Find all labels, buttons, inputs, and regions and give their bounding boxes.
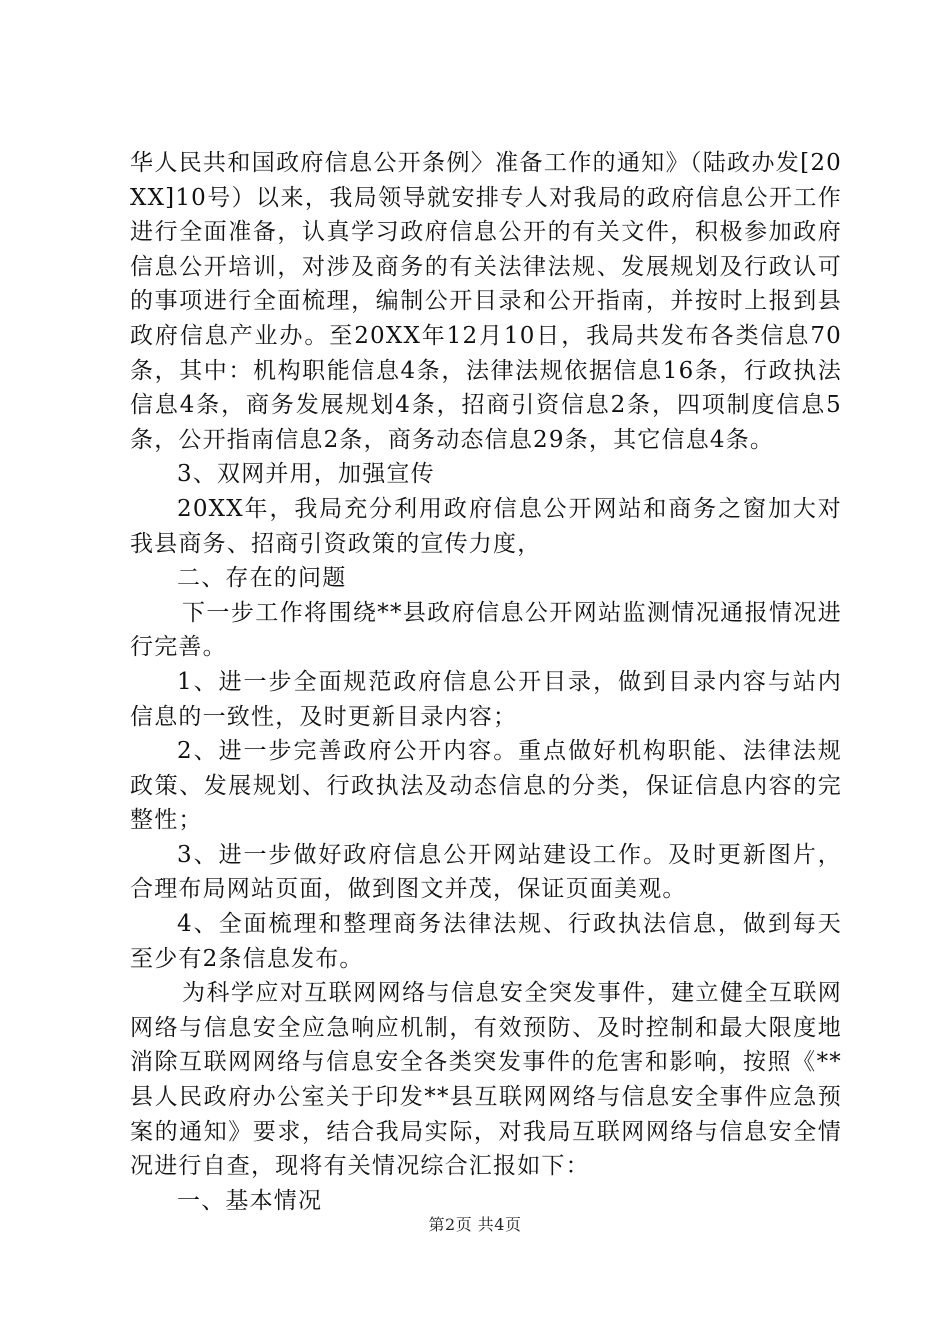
list-item-3: 3、进一步做好政府信息公开网站建设工作。及时更新图片，合理布局网站页面，做到图文并茂，保证页面美观。 [130,841,842,903]
list-item-2: 2、进一步完善政府公开内容。重点做好机构职能、法律法规政策、发展规划、行政执法及动态信息的分类，保证信息内容的完整性； [130,738,842,834]
section-heading-basic-situation: 一、基本情况 [177,1187,323,1214]
paragraph-dual-network-heading: 3、双网并用，加强宣传 [177,461,435,488]
paragraph-security-intro: 为科学应对互联网网络与信息安全突发事件，建立健全互联网网络与信息安全应急响应机制，有效预防、及时控制和最大限度地消除互联网网络与信息安全各类突发事件的危害和影响，按照《**县人民政府办公室关于印发**县互联网网络与信息安全事件应急预案的通知》要求，结合我局实际，对我局互联网网络与信息安全情况进行自查，现将有关情况综合汇报如下： [130,980,842,1180]
list-item-1: 1、进一步全面规范政府信息公开目录，做到目录内容与站内信息的一致性，及时更新目录内容； [130,668,842,730]
list-item-4: 4、全面梳理和整理商务法律法规、行政执法信息，做到每天至少有2条信息发布。 [130,911,842,972]
document-body [130,146,842,1218]
paragraph-notice-continuation: 华人民共和国政府信息公开条例〉准备工作的通知》（陆政办发[20XX]10号）以来，我局领导就安排专人对我局的政府信息公开工作进行全面准备，认真学习政府信息公开的有关文件，积极参加政府信息公开培训，对涉及商务的有关法律法规、发展规划及行政认可的事项进行全面梳理，编制公开目录和公开指南，并按时上报到县政府信息产业办。至20XX年12月10日，我局共发布各类信息70条，其中：机构职能信息4条，法律法规依据信息16条，行政执法信息4条，商务发展规划4条，招商引资信息2条，四项制度信息5条，公开指南信息2条，商务动态信息29条，其它信息4条。 [130,150,842,453]
section-heading-problems: 二、存在的问题 [177,565,347,592]
paragraph-next-steps: 下一步工作将围绕**县政府信息公开网站监测情况通报情况进行完善。 [130,599,842,661]
paragraph-dual-network-body: 20XX年，我局充分利用政府信息公开网站和商务之窗加大对我县商务、招商引资政策的宣传力度， [130,495,842,557]
page-number-footer: 第2页 共4页 [428,1215,522,1234]
